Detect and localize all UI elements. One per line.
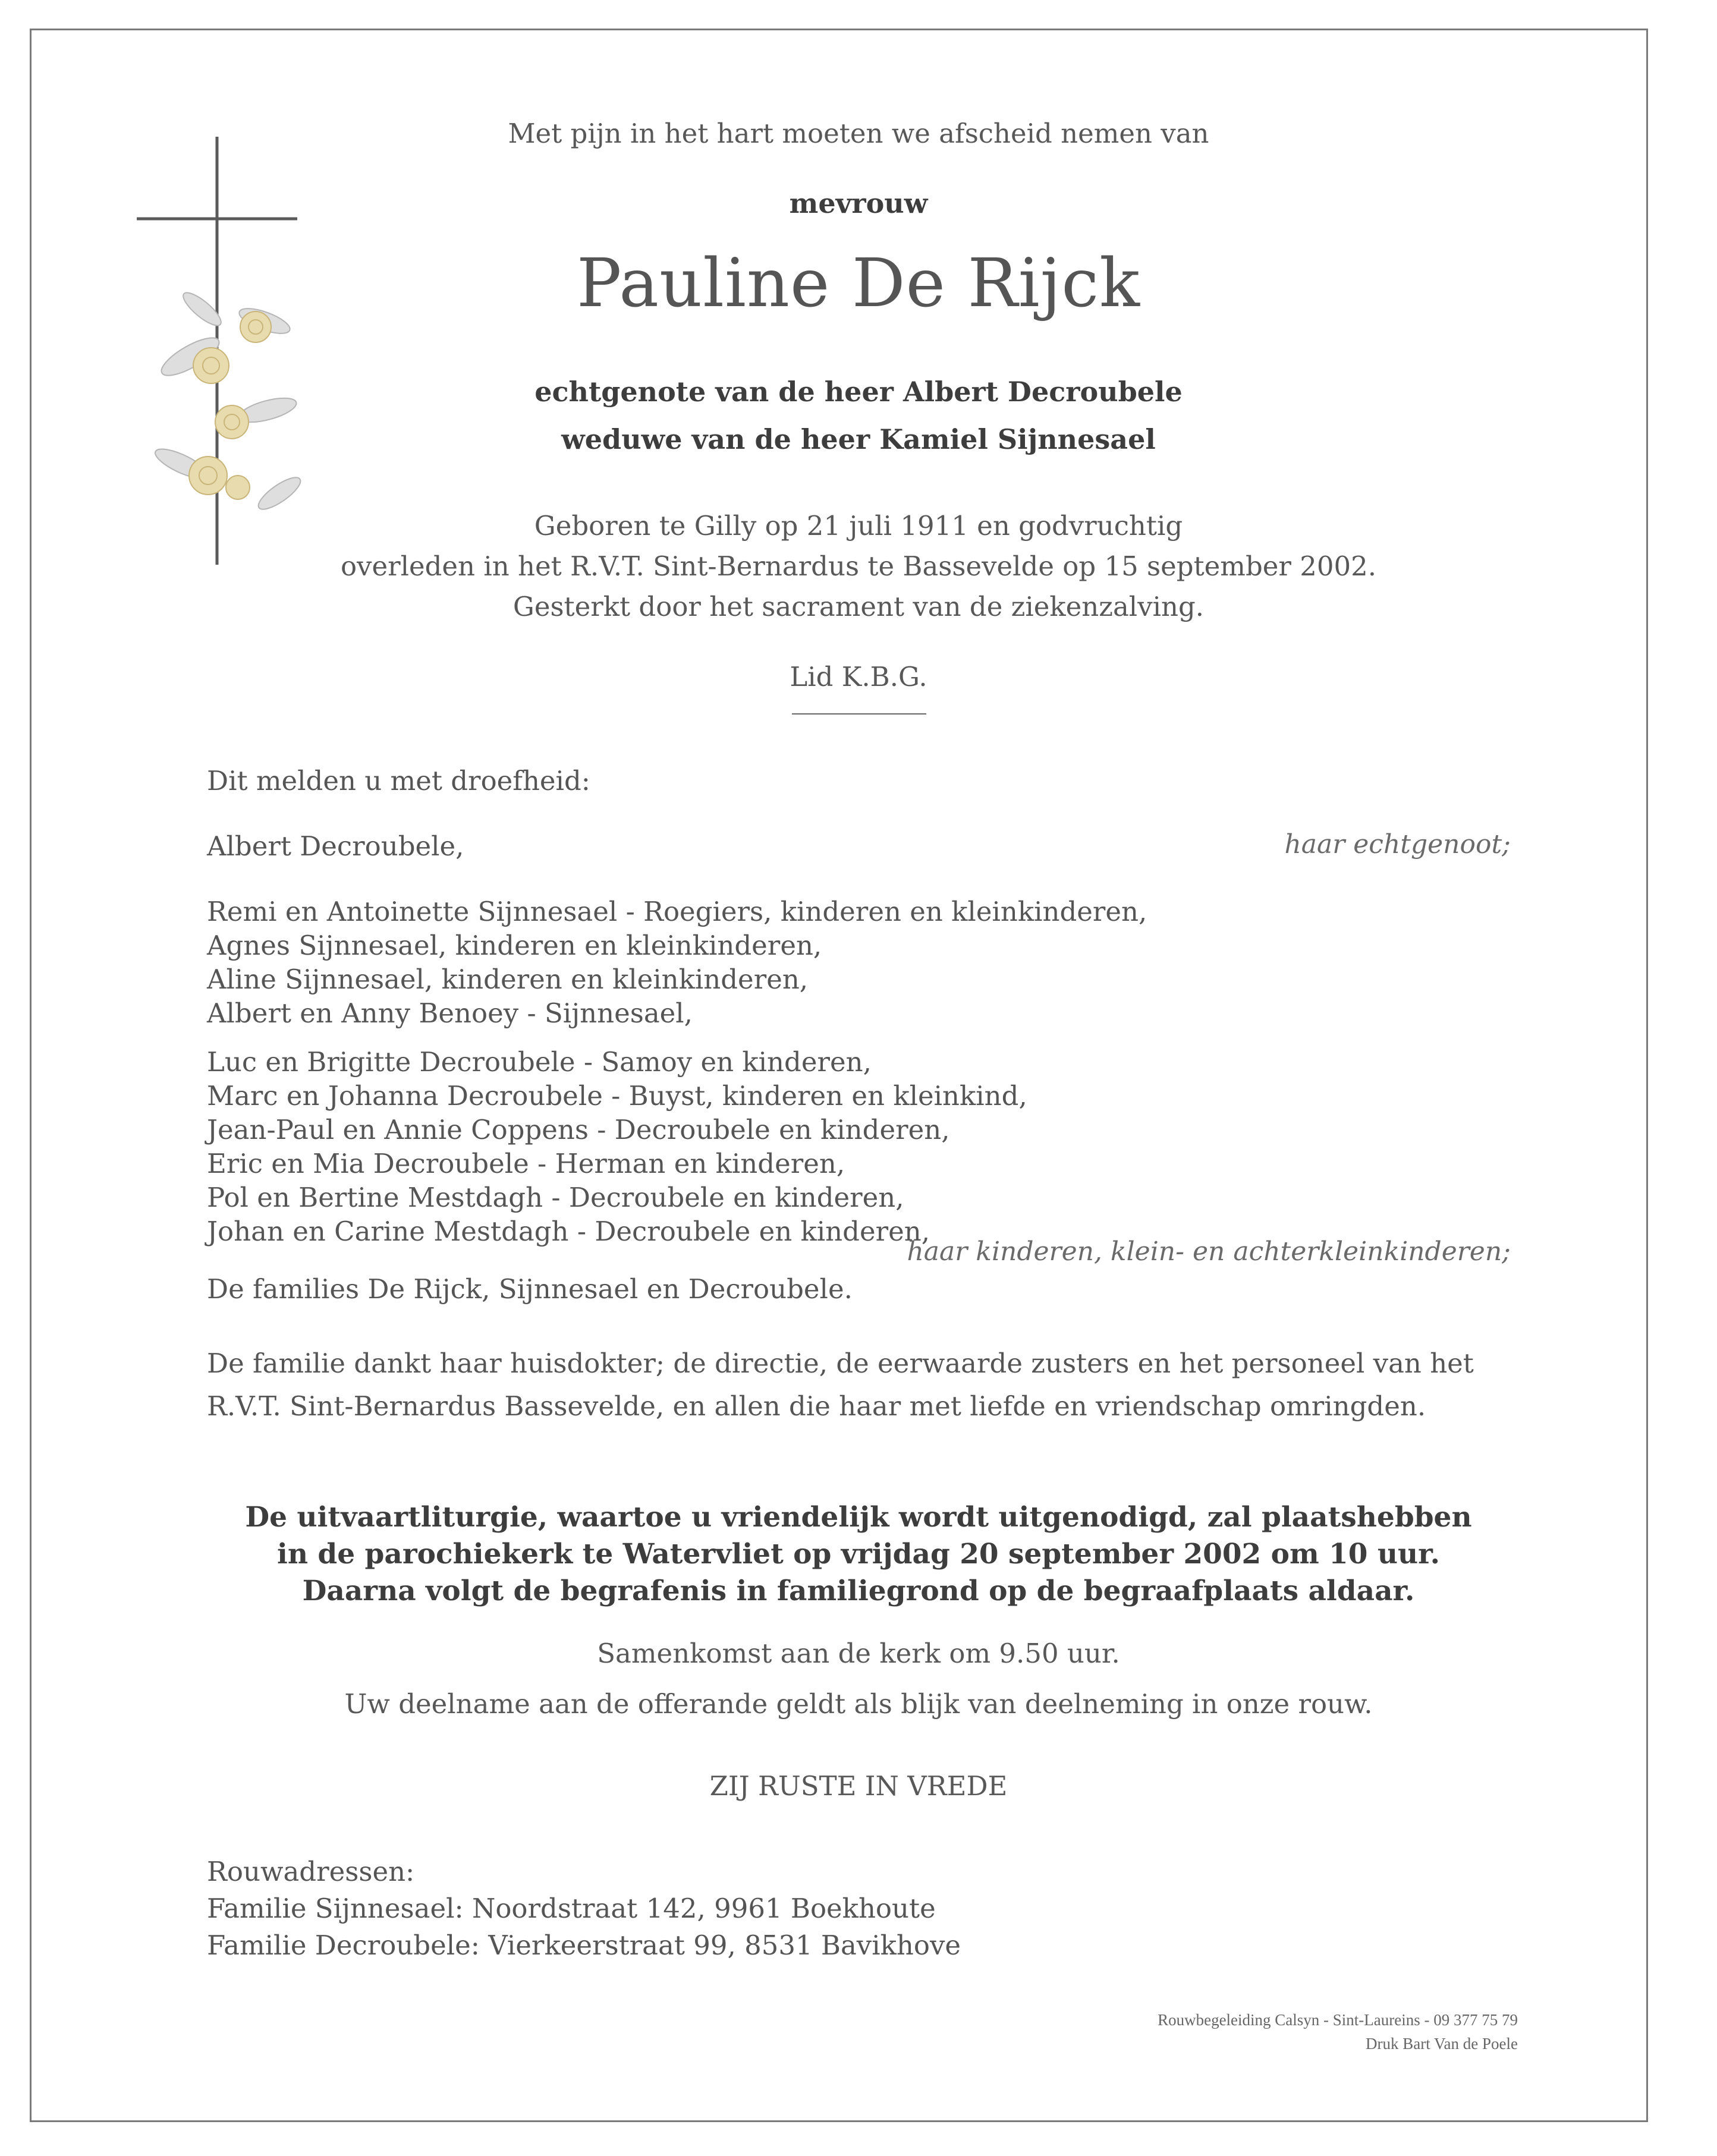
funeral-block [0,1499,1717,1610]
biography-line-3: Gesterkt door het sacrament van de ziekenzalving. [512,591,1205,622]
biography-line-2: overleden in het R.V.T. Sint-Bernardus te Bassevelde op 15 september 2002. [340,550,1377,582]
funeral-line-1: De uitvaartliturgie, waartoe u vriendelijk wordt uitgenodigd, zal plaatshebben [245,1501,1472,1534]
list-item: Remi en Antoinette Sijnnesael - Roegiers, kinderen en kleinkinderen, [207,896,1147,927]
list-item: Marc en Johanna Decroubele - Buyst, kinderen en kleinkind, [207,1080,1027,1112]
list-item: Agnes Sijnnesael, kinderen en kleinkinderen, [207,930,822,961]
list-item: Jean-Paul en Annie Coppens - Decroubele en kinderen, [207,1114,950,1145]
list-item: Eric en Mia Decroubele - Herman en kinderen, [207,1148,845,1179]
credits-block [1158,2008,1518,2056]
deceased-name: Pauline De Rijck [576,245,1141,322]
relation-widow: weduwe van de heer Kamiel Sijnnesael [561,423,1156,455]
intro-text: Met pijn in het hart moeten we afscheid nemen van [508,118,1209,149]
families-line: De families De Rijck, Sijnnesael en Decroubele. [207,1273,853,1305]
addresses-block [207,1853,961,1964]
announce-intro: Dit melden u met droefheid: [207,765,590,797]
gathering-line: Samenkomst aan de kerk om 9.50 uur. [597,1638,1120,1669]
list-item: Luc en Brigitte Decroubele - Samoy en kinderen, [207,1046,872,1078]
family-group-2 [207,1045,1027,1248]
address-sijnnesael: Familie Sijnnesael: Noordstraat 142, 9961 Boekhoute [207,1893,936,1924]
funeral-line-3: Daarna volgt de begrafenis in familiegrond op de begraafplaats aldaar. [302,1575,1415,1607]
list-item: Aline Sijnnesael, kinderen en kleinkinderen, [207,964,809,995]
thanks-line-1: De familie dankt haar huisdokter; de directie, de eerwaarde zusters en het personeel van het [207,1348,1474,1379]
spouse-name: Albert Decroubele, [207,830,464,862]
credit-undertaker: Rouwbegeleiding Calsyn - Sint-Laureins - 09 377 75 79 [1158,2011,1518,2029]
address-decroubele: Familie Decroubele: Vierkeerstraat 99, 8531 Bavikhove [207,1930,961,1961]
list-item: Albert en Anny Benoey - Sijnnesael, [207,997,693,1029]
credit-printer: Druk Bart Van de Poele [1366,2035,1518,2053]
rip-line: ZIJ RUSTE IN VREDE [709,1770,1008,1802]
thanks-block [207,1342,1474,1428]
membership: Lid K.B.G. [790,661,927,693]
thanks-line-2: R.V.T. Sint-Bernardus Bassevelde, en allen die haar met liefde en vriendschap omringden. [207,1390,1426,1422]
title-prefix: mevrouw [789,187,928,219]
relation-spouse: echtgenote van de heer Albert Decroubele [534,376,1183,408]
family-role: haar kinderen, klein- en achterkleinkinderen; [907,1236,1511,1267]
biography-line-1: Geboren te Gilly op 21 juli 1911 en godvruchtig [534,510,1183,542]
list-item: Johan en Carine Mestdagh - Decroubele en kinderen, [207,1216,930,1247]
spouse-role: haar echtgenoot; [1284,829,1511,860]
list-item: Pol en Bertine Mestdagh - Decroubele en kinderen, [207,1182,904,1213]
family-group-1 [207,895,1147,1030]
funeral-line-2: in de parochiekerk te Watervliet op vrijdag 20 september 2002 om 10 uur. [277,1538,1440,1570]
divider [792,713,926,715]
addresses-title: Rouwadressen: [207,1856,415,1887]
offering-line: Uw deelname aan de offerande geldt als blijk van deelneming in onze rouw. [344,1688,1373,1720]
